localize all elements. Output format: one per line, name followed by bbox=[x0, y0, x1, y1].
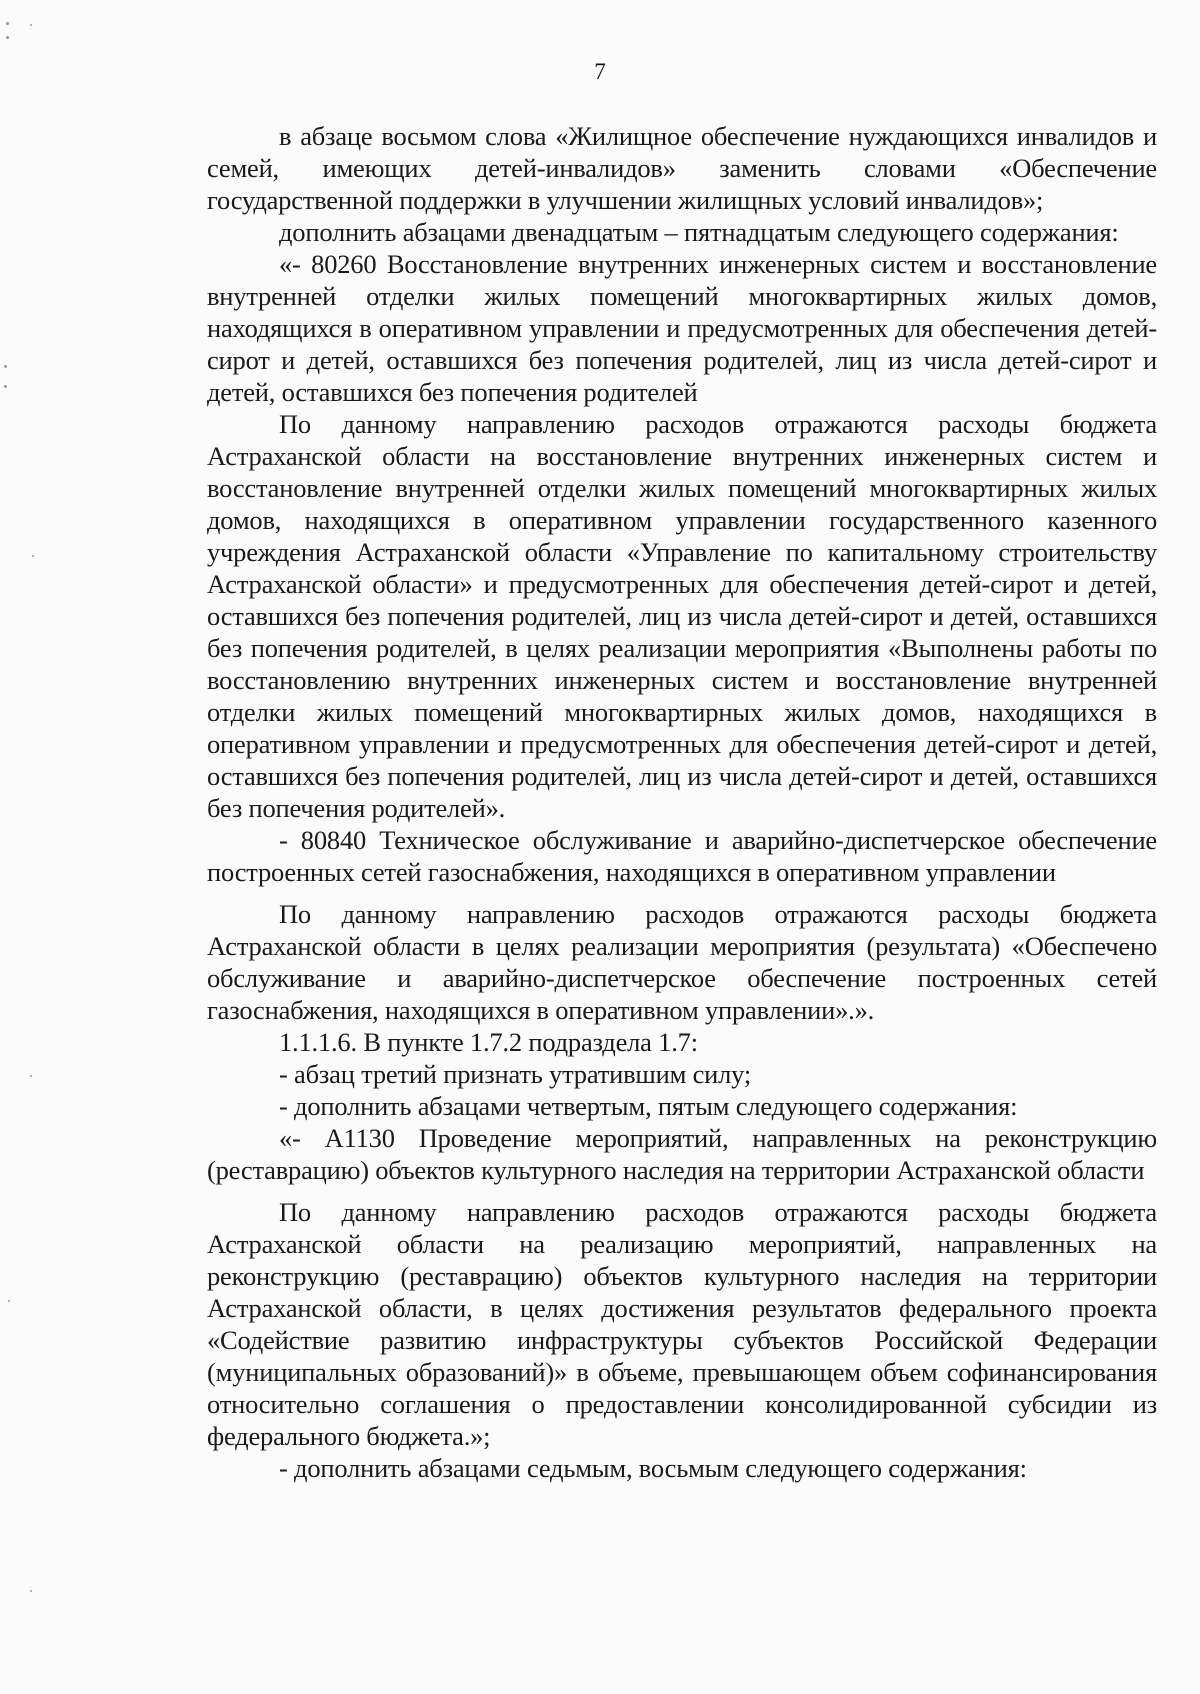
paragraph: «- 80260 Восстановление внутренних инженерных систем и восстановление внутренней отделки жилых помещений многоквартирных жилых домов, находящихся в оперативном управлении и предусмотренных для обеспечения детей-сирот и детей, оставшихся без попечения родителей, лиц из числа детей-сирот и детей, оставшихся без попечения родителей bbox=[207, 249, 1157, 407]
paragraph: По данному направлению расходов отражаются расходы бюджета Астраханской области на реализацию мероприятий, направленных на реконструкцию (реставрацию) объектов культурного наследия на территории Астраханской области, в целях достижения результатов федерального проекта «Содействие развитию инфраструктуры субъектов Российской Федерации (муниципальных образований)» в объеме, превышающем объем софинансирования относительно соглашения о предоставлении консолидированной субсидии из федерального бюджета.»; bbox=[207, 1197, 1157, 1451]
scan-speck bbox=[30, 24, 32, 26]
scan-speck bbox=[6, 36, 9, 39]
paragraph: По данному направлению расходов отражаются расходы бюджета Астраханской области на восстановление внутренних инженерных систем и восстановление внутренней отделки жилых помещений многоквартирных жилых домов, находящихся в оперативном управлении государственного казенного учреждения Астраханской области «Управление по капитальному строительству Астраханской области» и предусмотренных для обеспечения детей-сирот и детей, оставшихся без попечения родителей, лиц из числа детей-сирот и детей, оставшихся без попечения родителей, в целях реализации мероприятия «Выполнены работы по восстановлению внутренних инженерных систем и восстановление внутренней отделки жилых помещений многоквартирных жилых домов, находящихся в оперативном управлении и предусмотренных для обеспечения детей-сирот и детей, оставшихся без попечения родителей, лиц из числа детей-сирот и детей, оставшихся без попечения родителей». bbox=[207, 409, 1157, 823]
paragraph: - 80840 Техническое обслуживание и аварийно-диспетчерское обеспечение построенных сетей газоснабжения, находящихся в оперативном управлении bbox=[207, 825, 1157, 887]
paragraph: дополнить абзацами двенадцатым – пятнадцатым следующего содержания: bbox=[279, 217, 1119, 247]
paragraph: - дополнить абзацами седьмым, восьмым следующего содержания: bbox=[279, 1453, 1027, 1483]
scan-speck bbox=[30, 1075, 32, 1077]
scan-speck bbox=[32, 555, 34, 557]
scan-speck bbox=[4, 365, 7, 368]
page-number: 7 bbox=[594, 59, 606, 84]
scan-speck bbox=[6, 22, 9, 25]
paragraph: 1.1.1.6. В пункте 1.7.2 подраздела 1.7: bbox=[279, 1027, 698, 1057]
paragraph: «- А1130 Проведение мероприятий, направленных на реконструкцию (реставрацию) объектов культурного наследия на территории Астраханской области bbox=[207, 1123, 1157, 1185]
scan-speck bbox=[4, 385, 7, 388]
scan-speck bbox=[8, 1300, 10, 1302]
paragraph: - дополнить абзацами четвертым, пятым следующего содержания: bbox=[279, 1091, 1018, 1121]
paragraph: По данному направлению расходов отражаются расходы бюджета Астраханской области в целях реализации мероприятия (результата) «Обеспечено обслуживание и аварийно-диспетчерское обеспечение построенных сетей газоснабжения, находящихся в оперативном управлении».». bbox=[207, 899, 1157, 1025]
paragraph: - абзац третий признать утратившим силу; bbox=[279, 1059, 752, 1089]
document-body bbox=[207, 120, 1157, 1484]
paragraph: в абзаце восьмом слова «Жилищное обеспечение нуждающихся инвалидов и семей, имеющих детей-инвалидов» заменить словами «Обеспечение государственной поддержки в улучшении жилищных условий инвалидов»; bbox=[207, 121, 1157, 215]
scan-speck bbox=[30, 1590, 32, 1592]
